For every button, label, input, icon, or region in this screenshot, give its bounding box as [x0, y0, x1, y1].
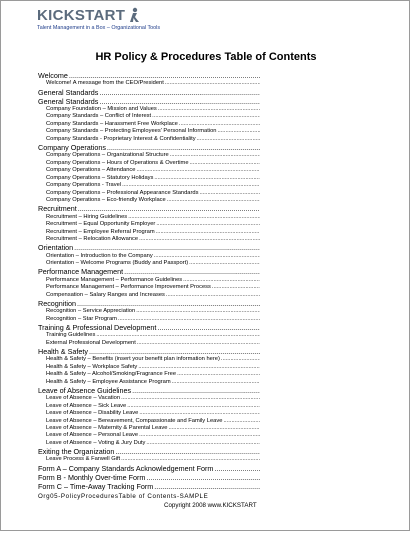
toc-entry — [38, 292, 260, 299]
toc-section-heading — [38, 97, 260, 106]
toc-entry — [38, 418, 260, 425]
toc-entry-text: External Professional Development — [46, 339, 136, 346]
dot-leader — [214, 464, 260, 473]
dot-leader — [177, 371, 260, 378]
toc-entry-text: Health & Safety – Alcohol/Smoking/Fragrance Free — [46, 371, 177, 378]
toc-entry-text: General Standards — [38, 87, 99, 97]
toc-entry-text: Training & Professional Development — [38, 323, 157, 332]
dot-leader — [221, 356, 260, 363]
dot-leader — [158, 106, 260, 113]
toc-entry-text: Company Operations - Travel — [46, 182, 122, 189]
toc-entry-text: Orientation — [38, 243, 74, 253]
toc-entry — [38, 410, 260, 417]
toc-entry-text: Orientation – Welcome Programs (Buddy and Passport) — [46, 260, 189, 266]
toc-section-heading — [38, 267, 260, 276]
toc-entry — [38, 340, 260, 347]
toc-entry-text: Leave of Absence Guidelines — [38, 386, 132, 395]
toc-entry-text: Performance Management — [38, 267, 124, 277]
toc-entry-text: Company Operations – Organizational Structure — [46, 152, 169, 159]
toc-entry-text: Training Guidelines — [46, 332, 96, 339]
toc-entry-text: Recruitment – Employee Referral Program — [46, 228, 155, 235]
toc-entry-text: Recognition – Star Program — [46, 315, 117, 322]
dot-leader — [190, 160, 260, 167]
toc-entry — [38, 128, 260, 135]
toc-entry — [38, 379, 260, 386]
toc-section-heading — [38, 482, 260, 491]
dot-leader — [99, 88, 260, 97]
toc-entry — [38, 136, 260, 143]
toc-section-heading — [38, 386, 260, 395]
toc-entry-text: Performance Management – Performance Improvement Process — [46, 284, 211, 291]
toc-entry-text: Compensation – Salary Ranges and Increases — [46, 291, 165, 298]
dot-leader — [154, 482, 260, 491]
toc-entry-text: Company Standards – Harassment Free Workplace — [46, 120, 178, 127]
toc-section-heading — [38, 323, 260, 332]
dot-leader — [89, 347, 260, 356]
dot-leader — [154, 175, 260, 182]
toc-entry-text: Health & Safety – Workplace Safety — [46, 363, 138, 370]
dot-leader — [218, 128, 261, 135]
dot-leader — [166, 292, 260, 299]
toc-section-heading — [38, 347, 260, 356]
dot-leader — [157, 323, 260, 332]
dot-leader — [179, 121, 260, 128]
toc-entry — [38, 106, 260, 113]
toc-entry — [38, 253, 260, 260]
dot-leader — [122, 182, 260, 189]
toc-entry-text: Leave of Absence – Voting & Jury Duty — [46, 439, 146, 446]
toc-entry-text: Form B - Monthly Over-time Form — [38, 473, 146, 483]
dot-leader — [74, 243, 260, 252]
dot-leader — [118, 316, 260, 323]
dot-leader — [139, 432, 260, 439]
toc-entry — [38, 229, 260, 236]
toc-entry-text: Health & Safety – Benefits (insert your benefit plan information here) — [46, 356, 220, 363]
toc-entry-text: Leave of Absence – Sick Leave — [46, 402, 127, 409]
dot-leader — [138, 364, 260, 371]
toc-entry-text: Health & Safety – Employee Assistance Program — [46, 378, 171, 385]
dot-leader — [146, 440, 260, 447]
footer-doc-id: Org05-PolicyProceduresTable of Contents-SAMPLE — [38, 493, 209, 500]
toc-entry — [38, 214, 260, 221]
toc-entry-text: Company Operations – Attendance — [46, 167, 136, 174]
dot-leader — [146, 473, 260, 482]
toc-entry-text: Company Standards - Proprietary Interest & Confidentiality — [46, 135, 196, 142]
toc-entry-text: Recruitment – Relocation Allowance — [46, 235, 139, 242]
dot-leader — [183, 277, 260, 284]
toc-section-heading — [38, 71, 260, 80]
footer-copyright: Copyright 2008 www.KICKSTART — [164, 502, 257, 509]
toc-entry-text: Company Operations – Hours of Operations & Overtime — [46, 159, 189, 166]
dot-leader — [156, 229, 260, 236]
toc-entry-text: Company Operations – Statutory Holidays — [46, 174, 154, 181]
toc-entry — [38, 277, 260, 284]
toc-entry — [38, 284, 260, 291]
toc-entry-text: Company Foundation – Mission and Values — [46, 106, 157, 112]
toc-entry — [38, 152, 260, 159]
dot-leader — [167, 197, 260, 204]
dot-leader — [172, 379, 260, 386]
dot-leader — [136, 308, 260, 315]
toc-entry-text: Form C – Time-Away Tracking Form — [38, 482, 154, 492]
dot-leader — [128, 214, 260, 221]
brand-tagline: Talent Management in a Box – Organizational Tools — [37, 25, 161, 31]
table-of-contents — [38, 71, 260, 491]
dot-leader — [189, 260, 260, 267]
toc-entry-text: Health & Safety — [38, 347, 88, 357]
logo-text: KICKSTART — [37, 7, 126, 24]
dot-leader — [69, 71, 260, 80]
toc-entry-text: Recognition – Service Appreciation — [46, 308, 136, 315]
dot-leader — [197, 136, 260, 143]
toc-section-heading — [38, 464, 260, 473]
toc-entry — [38, 356, 260, 363]
toc-entry — [38, 190, 260, 197]
dot-leader — [154, 253, 260, 260]
toc-entry — [38, 395, 260, 402]
toc-entry — [38, 440, 260, 447]
toc-entry-text: General Standards — [38, 96, 99, 106]
dot-leader — [199, 190, 260, 197]
dot-leader — [77, 299, 260, 308]
dot-leader — [107, 143, 260, 152]
toc-section-heading — [38, 243, 260, 252]
toc-entry — [38, 316, 260, 323]
dot-leader — [121, 395, 260, 402]
toc-entry — [38, 236, 260, 243]
dot-leader — [212, 284, 260, 291]
toc-entry-text: Performance Management – Performance Guidelines — [46, 276, 183, 283]
toc-entry-text: Leave of Absence – Personal Leave — [46, 432, 139, 439]
toc-entry-text: Leave of Absence – Vacation — [46, 395, 121, 402]
toc-entry-text: Orientation – Introduction to the Company — [46, 252, 153, 259]
dot-leader — [223, 418, 260, 425]
toc-entry-text: Welcome! A message from the CEO/President — [46, 80, 164, 87]
toc-entry — [38, 308, 260, 315]
toc-entry — [38, 160, 260, 167]
toc-entry-text: Recognition — [38, 298, 76, 308]
dot-leader — [121, 456, 260, 463]
toc-entry — [38, 175, 260, 182]
toc-entry-text: Recruitment – Hiring Guidelines — [46, 213, 128, 220]
dot-leader — [168, 425, 260, 432]
logo-wordmark — [37, 7, 160, 24]
toc-entry — [38, 197, 260, 204]
dot-leader — [170, 152, 260, 159]
toc-entry-text: Exiting the Organization — [38, 447, 115, 457]
toc-section-heading — [38, 143, 260, 152]
toc-entry — [38, 113, 260, 120]
toc-entry-text: Recruitment – Equal Opportunity Employer — [46, 221, 156, 228]
toc-entry-text: Leave of Absence – Maternity & Parental Leave — [46, 424, 168, 431]
dot-leader — [115, 447, 260, 456]
toc-entry-text: Recruitment — [38, 204, 77, 214]
dot-leader — [78, 204, 260, 213]
toc-entry-text: Welcome — [38, 71, 68, 80]
toc-entry-text: Form A – Company Standards Acknowledgement Form — [38, 463, 214, 473]
toc-section-heading — [38, 447, 260, 456]
dot-leader — [124, 267, 260, 276]
toc-entry-text: Leave of Absence – Bereavement, Compassionate and Family Leave — [46, 417, 223, 424]
dot-leader — [139, 236, 260, 243]
toc-entry — [38, 403, 260, 410]
toc-entry — [38, 332, 260, 339]
toc-entry-text: Company Standards – Protecting Employees' Personal Information — [46, 128, 217, 135]
toc-entry — [38, 221, 260, 228]
dot-leader — [99, 97, 260, 106]
toc-entry-text: Company Operations – Professional Appearance Standards — [46, 189, 199, 196]
toc-entry — [38, 80, 260, 87]
toc-entry — [38, 371, 260, 378]
toc-entry — [38, 167, 260, 174]
toc-entry — [38, 182, 260, 189]
toc-entry-text: Company Standards – Conflict of Interest — [46, 113, 152, 120]
dot-leader — [96, 332, 260, 339]
dot-leader — [132, 386, 260, 395]
toc-entry-text: Leave of Absence – Disability Leave — [46, 410, 139, 417]
dot-leader — [137, 340, 260, 347]
toc-section-heading — [38, 88, 260, 97]
toc-entry-text: Company Operations — [38, 143, 106, 153]
dot-leader — [165, 80, 260, 87]
dot-leader — [127, 403, 260, 410]
toc-entry — [38, 364, 260, 371]
page-title: HR Policy & Procedures Table of Contents — [95, 51, 317, 63]
dot-leader — [152, 113, 260, 120]
toc-section-heading — [38, 473, 260, 482]
logo-figure-icon — [126, 7, 142, 23]
dot-leader — [139, 410, 260, 417]
toc-entry-text: Leave Process & Farwell Gift — [46, 456, 121, 463]
toc-section-heading — [38, 299, 260, 308]
dot-leader — [137, 167, 260, 174]
toc-section-heading — [38, 204, 260, 213]
toc-entry — [38, 121, 260, 128]
toc-entry — [38, 456, 260, 463]
toc-entry — [38, 425, 260, 432]
toc-entry-text: Company Operations – Eco-friendly Workplace — [46, 197, 166, 203]
toc-entry — [38, 432, 260, 439]
toc-entry — [38, 260, 260, 267]
brand-logo — [37, 7, 160, 31]
dot-leader — [156, 221, 260, 228]
